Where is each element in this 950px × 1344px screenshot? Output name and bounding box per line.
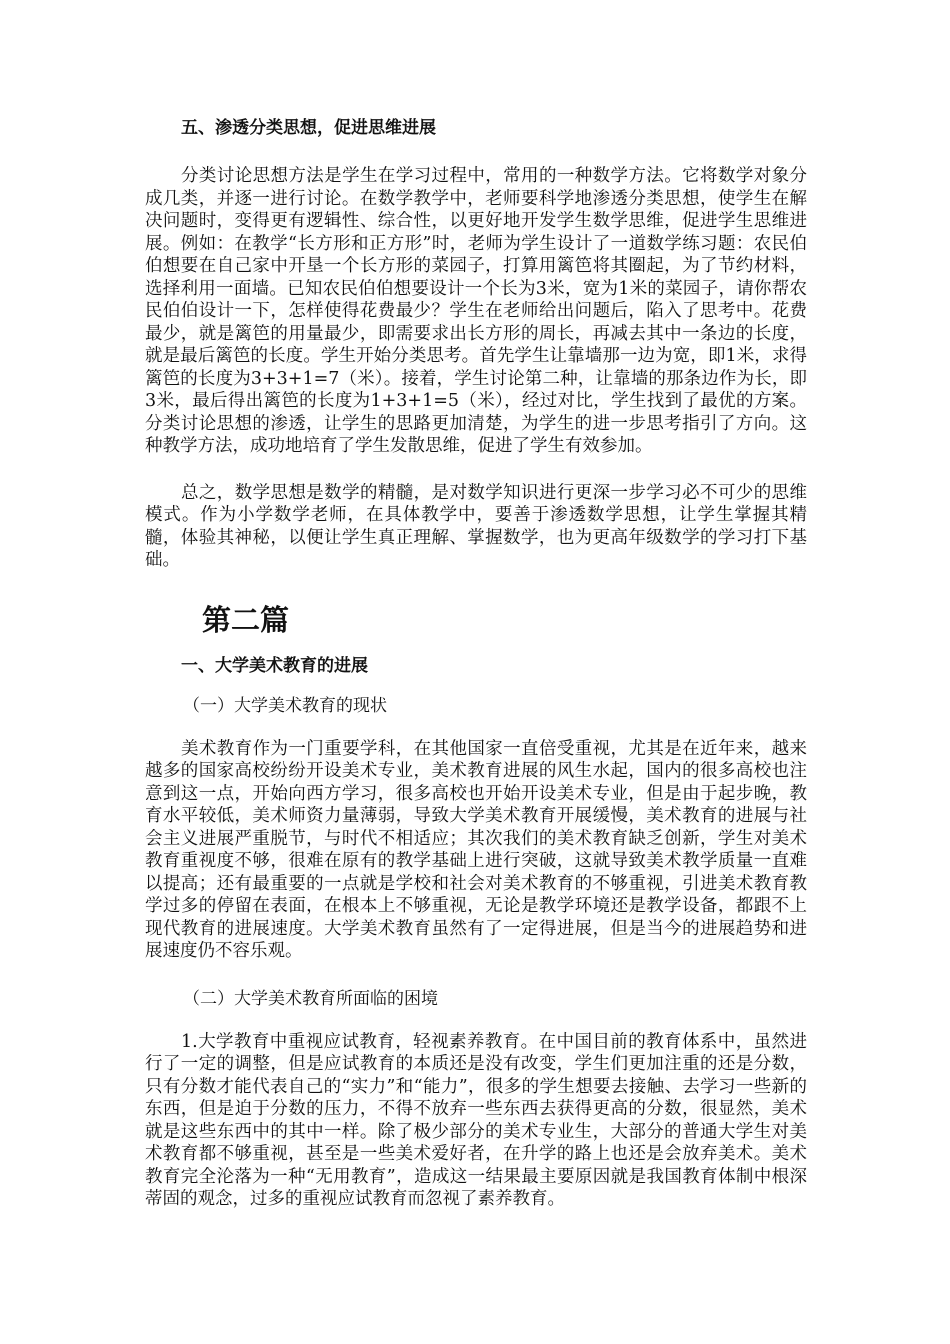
subheading-1: （一）大学美术教育的现状 — [183, 695, 387, 716]
part-title: 第二篇 — [202, 602, 290, 637]
sub1-paragraph: 美术教育作为一门重要学科，在其他国家一直倍受重视，尤其是在近年来，越来越多的国家高校纷纷开设美术专业，美术教育进展的风生水起，国内的很多高校也注意到这一点，开始向西方学习，很多高校也开始开设美术专业，但是由于起步晚，教育水平较低，美术师资力量薄弱，导致大学美术教育开展缓慢，美术教育的进展与社会主义进展严重脱节，与时代不相适应；其次我们的美术教育缺乏创新，学生对美术教育重视度不够，很难在原有的教学基础上进行突破，这就导致美术教学质量一直难以提高；还有最重要的一点就是学校和社会对美术教育的不够重视，引进美术教育教学过多的停留在表面，在根本上不够重视，无论是教学环境还是教学设备，都跟不上现代教育的进展速度。大学美术教育虽然有了一定得进展，但是当今的进展趋势和进展速度仍不容乐观。 — [145, 738, 807, 961]
sub2-paragraph: 1.大学教育中重视应试教育，轻视素养教育。在中国目前的教育体系中，虽然进行了一定的调整，但是应试教育的本质还是没有改变，学生们更加注重的还是分数，只有分数才能代表自己的“实力”和“能力”，很多的学生想要去接触、去学习一些新的东西，但是迫于分数的压力，不得不放弃一些东西去获得更高的分数，很显然，美术就是这些东西中的其中一样。除了极少部分的美术专业生，大部分的普通大学生对美术教育都不够重视，甚至是一些美术爱好者，在升学的路上也还是会放弃美术。美术教育完全沦落为一种“无用教育”，造成这一结果最主要原因就是我国教育体制中根深蒂固的观念，过多的重视应试教育而忽视了素养教育。 — [145, 1031, 807, 1209]
document-page — [145, 116, 807, 1211]
part2-heading: 一、大学美术教育的进展 — [181, 655, 368, 676]
conclusion-paragraph: 总之，数学思想是数学的精髓，是对数学知识进行更深一步学习必不可少的思维模式。作为小学数学老师，在具体教学中，要善于渗透数学思想，让学生掌握其精髓，体验其神秘，以便让学生真正理解、掌握数学，也为更高年级数学的学习打下基础。 — [145, 482, 807, 570]
subheading-2: （二）大学美术教育所面临的困境 — [183, 988, 438, 1009]
section-heading-5: 五、渗透分类思想，促进思维进展 — [181, 118, 436, 138]
section5-paragraph: 分类讨论思想方法是学生在学习过程中，常用的一种数学方法。它将数学对象分成几类，并逐一进行讨论。在数学教学中，老师要科学地渗透分类思想，使学生在解决问题时，变得更有逻辑性、综合性，以更好地开发学生数学思维，促进学生思维进展。例如：在教学“长方形和正方形”时，老师为学生设计了一道数学练习题：农民伯伯想要在自己家中开垦一个长方形的菜园子，打算用篱笆将其圈起，为了节约材料，选择利用一面墙。已知农民伯伯想要设计一个长为3米，宽为1米的菜园子，请你帮农民伯伯设计一下，怎样使得花费最少？学生在老师给出问题后，陷入了思考中。花费最少，就是篱笆的用量最少，即需要求出长方形的周长，再减去其中一条边的长度，就是最后篱笆的长度。学生开始分类思考。首先学生让靠墙那一边为宽，即1米，求得篱笆的长度为3+3+1=7（米）。接着，学生讨论第二种，让靠墙的那条边作为长，即3米，最后得出篱笆的长度为1+3+1=5（米），经过对比，学生找到了最优的方案。分类讨论思想的渗透，让学生的思路更加清楚，为学生的进一步思考指引了方向。这种教学方法，成功地培育了学生发散思维，促进了学生有效参加。 — [145, 166, 807, 456]
